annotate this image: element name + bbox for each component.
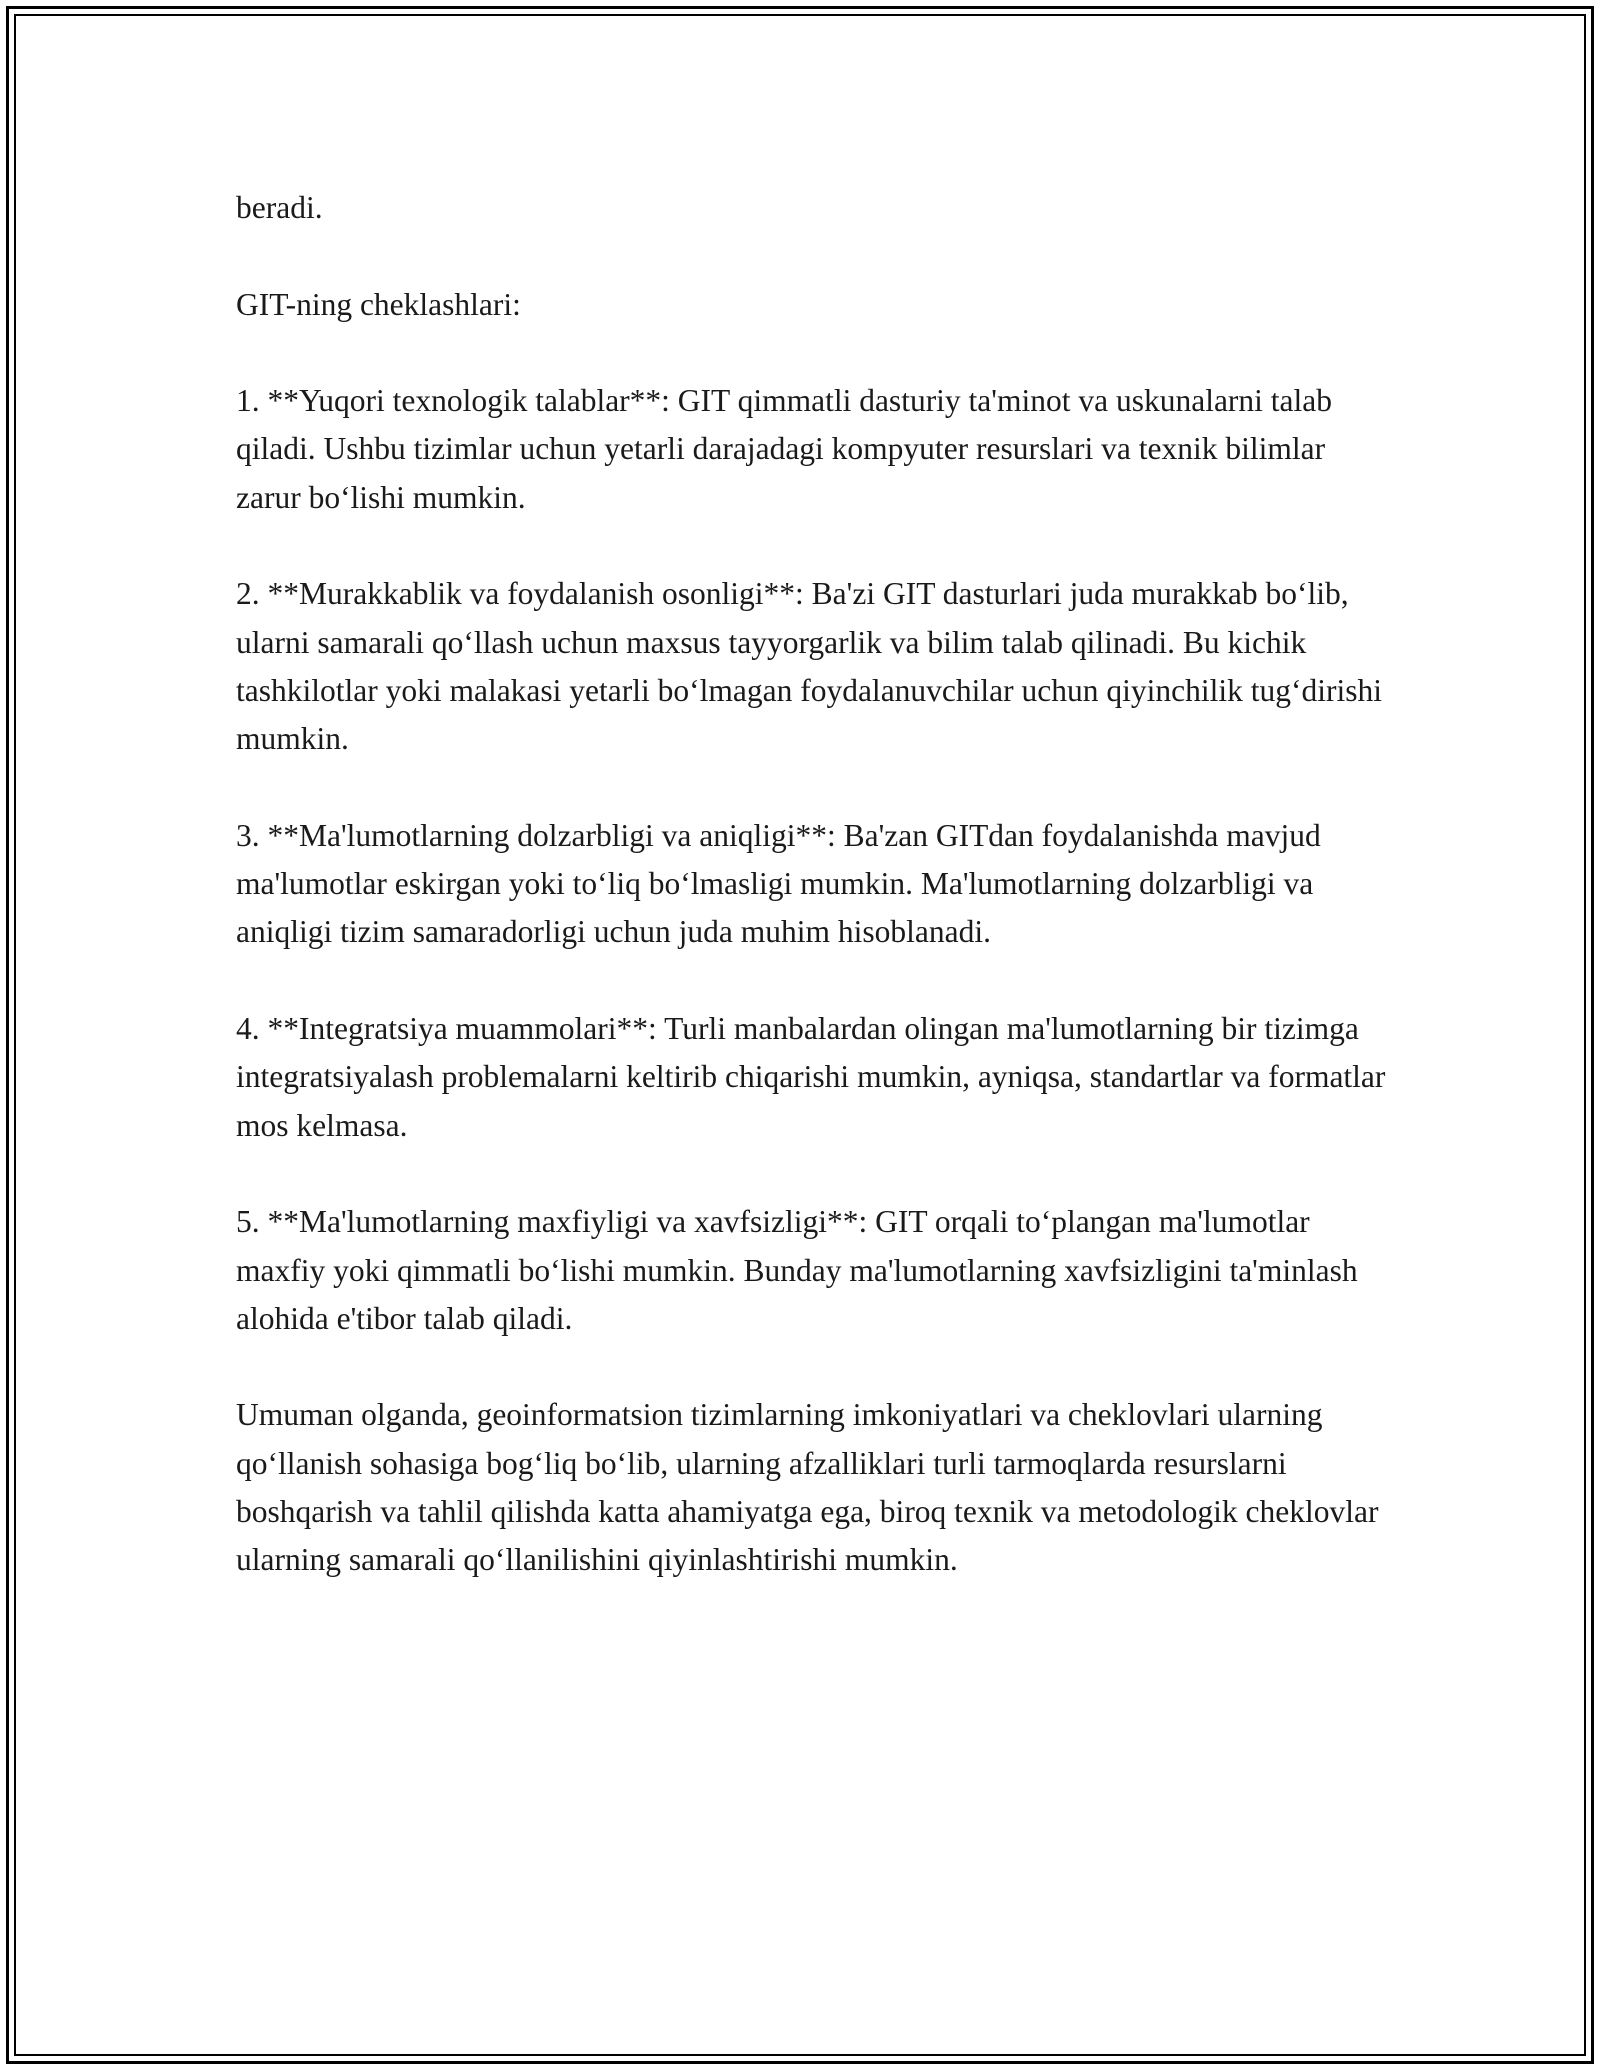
list-item-3: 3. **Ma'lumotlarning dolzarbligi va aniqligi**: Ba'zan GITdan foydalanishda mavjud ma'lumotlar eskirgan yoki to‘liq bo‘lmasligi mumkin. Ma'lumotlarning dolzarbligi va aniqligi tizim samaradorligi uchun juda muhim hisoblanadi.	[236, 817, 1321, 950]
paragraph-continuation: beradi.	[236, 190, 323, 225]
document-body	[236, 184, 1386, 1585]
conclusion-paragraph: Umuman olganda, geoinformatsion tizimlarning imkoniyatlari va cheklovlari ularning qo‘llanish sohasiga bog‘liq bo‘lib, ularning afzalliklari turli tarmoqlarda resurslarni boshqarish va tahlil qilishda katta ahamiyatga ega, biroq texnik va metodologik cheklovlar ularning samarali qo‘llanilishini qiyinlashtirishi mumkin.	[236, 1397, 1379, 1578]
list-item-5: 5. **Ma'lumotlarning maxfiyligi va xavfsizligi**: GIT orqali to‘plangan ma'lumotlar maxfiy yoki qimmatli bo‘lishi mumkin. Bunday ma'lumotlarning xavfsizligini ta'minlash alohida e'tibor talab qiladi.	[236, 1204, 1358, 1336]
list-item-2: 2. **Murakkablik va foydalanish osonligi**: Ba'zi GIT dasturlari juda murakkab bo‘lib, ularni samarali qo‘llash uchun maxsus tayyorgarlik va bilim talab qilinadi. Bu kichik tashkilotlar yoki malakasi yetarli bo‘lmagan foydalanuvchilar uchun qiyinchilik tug‘dirishi mumkin.	[236, 576, 1382, 757]
list-item-1: 1. **Yuqori texnologik talablar**: GIT qimmatli dasturiy ta'minot va uskunalarni talab qiladi. Ushbu tizimlar uchun yetarli darajadagi kompyuter resurslari va texnik bilimlar zarur bo‘lishi mumkin.	[236, 383, 1333, 515]
list-item-4: 4. **Integratsiya muammolari**: Turli manbalardan olingan ma'lumotlarning bir tizimga integratsiyalash problemalarni keltirib chiqarishi mumkin, ayniqsa, standartlar va formatlar mos kelmasa.	[236, 1011, 1386, 1143]
section-heading: GIT-ning cheklashlari:	[236, 286, 521, 322]
